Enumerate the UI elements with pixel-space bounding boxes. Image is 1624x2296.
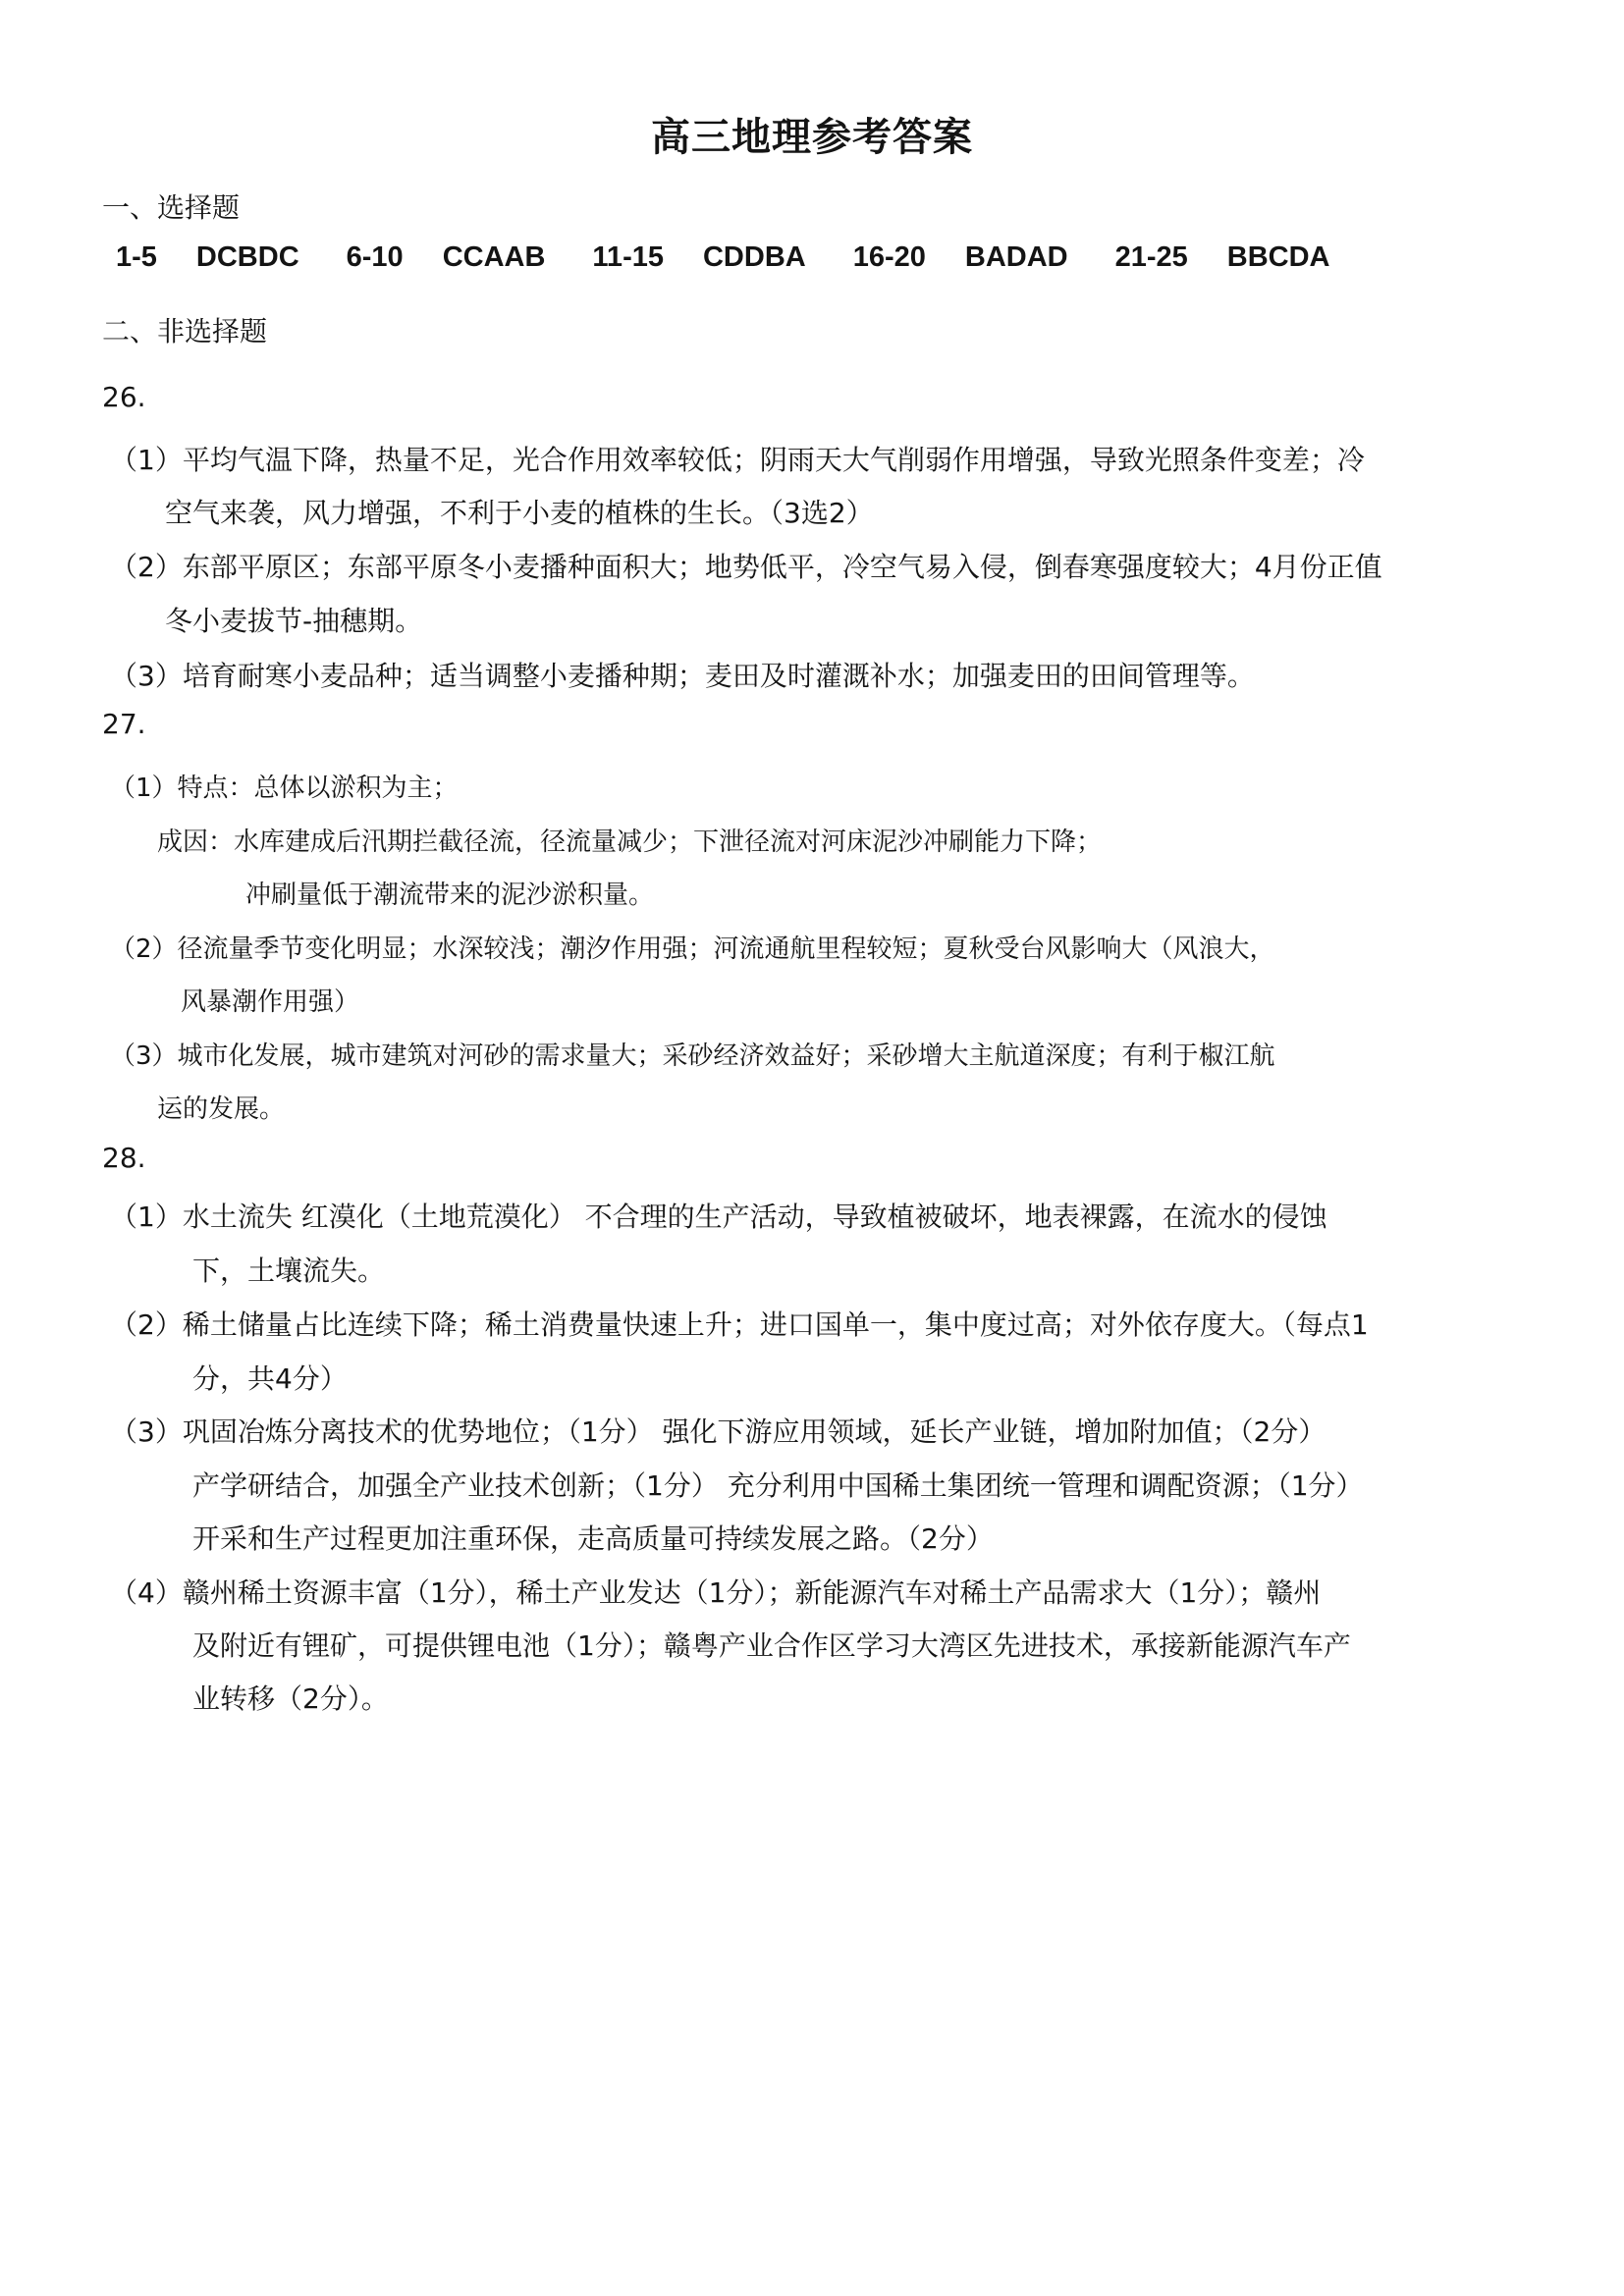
q27-line: （1）特点：总体以淤积为主； [110, 774, 459, 803]
answer-keys: CDDBA [702, 241, 806, 273]
q26-line: 冬小麦拔节-抽穗期。 [165, 605, 423, 637]
page-title: 高三地理参考答案 [651, 115, 973, 160]
q28-line: 分，共4分） [192, 1362, 348, 1395]
q27-line: 风暴潮作用强） [181, 988, 360, 1017]
q28-line: 业转移（2分）。 [192, 1682, 389, 1715]
answer-group [853, 241, 1115, 274]
q26-line: 空气来袭，风力增强，不利于小麦的植株的生长。（3选2） [165, 497, 874, 529]
q28-line: （4）赣州稀土资源丰富（1分），稀土产业发达（1分）；新能源汽车对稀土产品需求大（1分）；赣州 [110, 1576, 1322, 1609]
q28-line: （3）巩固冶炼分离技术的优势地位；（1分） 强化下游应用领域，延长产业链，增加附加值；（2分） [110, 1415, 1326, 1448]
section-heading-nonchoice: 二、非选择题 [102, 315, 268, 347]
answer-keys: CCAAB [442, 241, 546, 273]
answer-range: 6-10 [346, 241, 404, 273]
choice-answer-row [116, 241, 1377, 274]
answer-keys: BADAD [964, 241, 1068, 273]
question-number-27: 27. [102, 708, 146, 740]
answer-range: 11-15 [592, 241, 664, 273]
q27-line: （3）城市化发展，城市建筑对河砂的需求量大；采砂经济效益好；采砂增大主航道深度；有利于椒江航 [110, 1041, 1275, 1071]
answer-group [347, 241, 593, 274]
q26-line: （3）培育耐寒小麦品种；适当调整小麦播种期；麦田及时灌溉补水；加强麦田的田间管理等。 [110, 660, 1255, 692]
question-number-28: 28. [102, 1142, 146, 1174]
q28-line: 开采和生产过程更加注重环保，走高质量可持续发展之路。（2分） [192, 1522, 994, 1555]
q28-line: 下，土壤流失。 [192, 1255, 386, 1287]
q27-line: 冲刷量低于潮流带来的泥沙淤积量。 [245, 881, 655, 910]
q28-line: 产学研结合，加强全产业技术创新；（1分） 充分利用中国稀土集团统一管理和调配资源；（1分） [192, 1469, 1364, 1502]
q27-line: 运的发展。 [157, 1095, 286, 1124]
answer-range: 21-25 [1114, 241, 1188, 273]
answer-range: 1-5 [116, 241, 157, 273]
answer-group [592, 241, 852, 274]
q27-line: 成因：水库建成后汛期拦截径流，径流量减少；下泄径流对河床泥沙冲刷能力下降； [157, 828, 1103, 857]
q28-line: （1）水土流失 红漠化（土地荒漠化） 不合理的生产活动，导致植被破坏，地表裸露，在流水的侵蚀 [110, 1201, 1327, 1233]
section-heading-choice: 一、选择题 [102, 191, 241, 224]
q26-line: （1）平均气温下降，热量不足，光合作用效率较低；阴雨天大气削弱作用增强，导致光照条件变差；冷 [110, 444, 1365, 476]
q26-line: （2）东部平原区；东部平原冬小麦播种面积大；地势低平，冷空气易入侵，倒春寒强度较大；4月份正值 [110, 551, 1382, 583]
question-number-26: 26. [102, 381, 146, 413]
answer-range: 16-20 [852, 241, 926, 273]
answer-keys: BBCDA [1226, 241, 1330, 273]
q28-line: 及附近有锂矿，可提供锂电池（1分）；赣粤产业合作区学习大湾区先进技术，承接新能源汽车产 [192, 1629, 1351, 1662]
answer-group [1115, 241, 1378, 274]
answer-keys: DCBDC [195, 241, 299, 273]
q27-line: （2）径流量季节变化明显；水深较浅；潮汐作用强；河流通航里程较短；夏秋受台风影响大（风浪大， [110, 934, 1275, 964]
q28-line: （2）稀土储量占比连续下降；稀土消费量快速上升；进口国单一，集中度过高；对外依存度大。（每点1 [110, 1308, 1369, 1341]
answer-group [116, 241, 347, 274]
